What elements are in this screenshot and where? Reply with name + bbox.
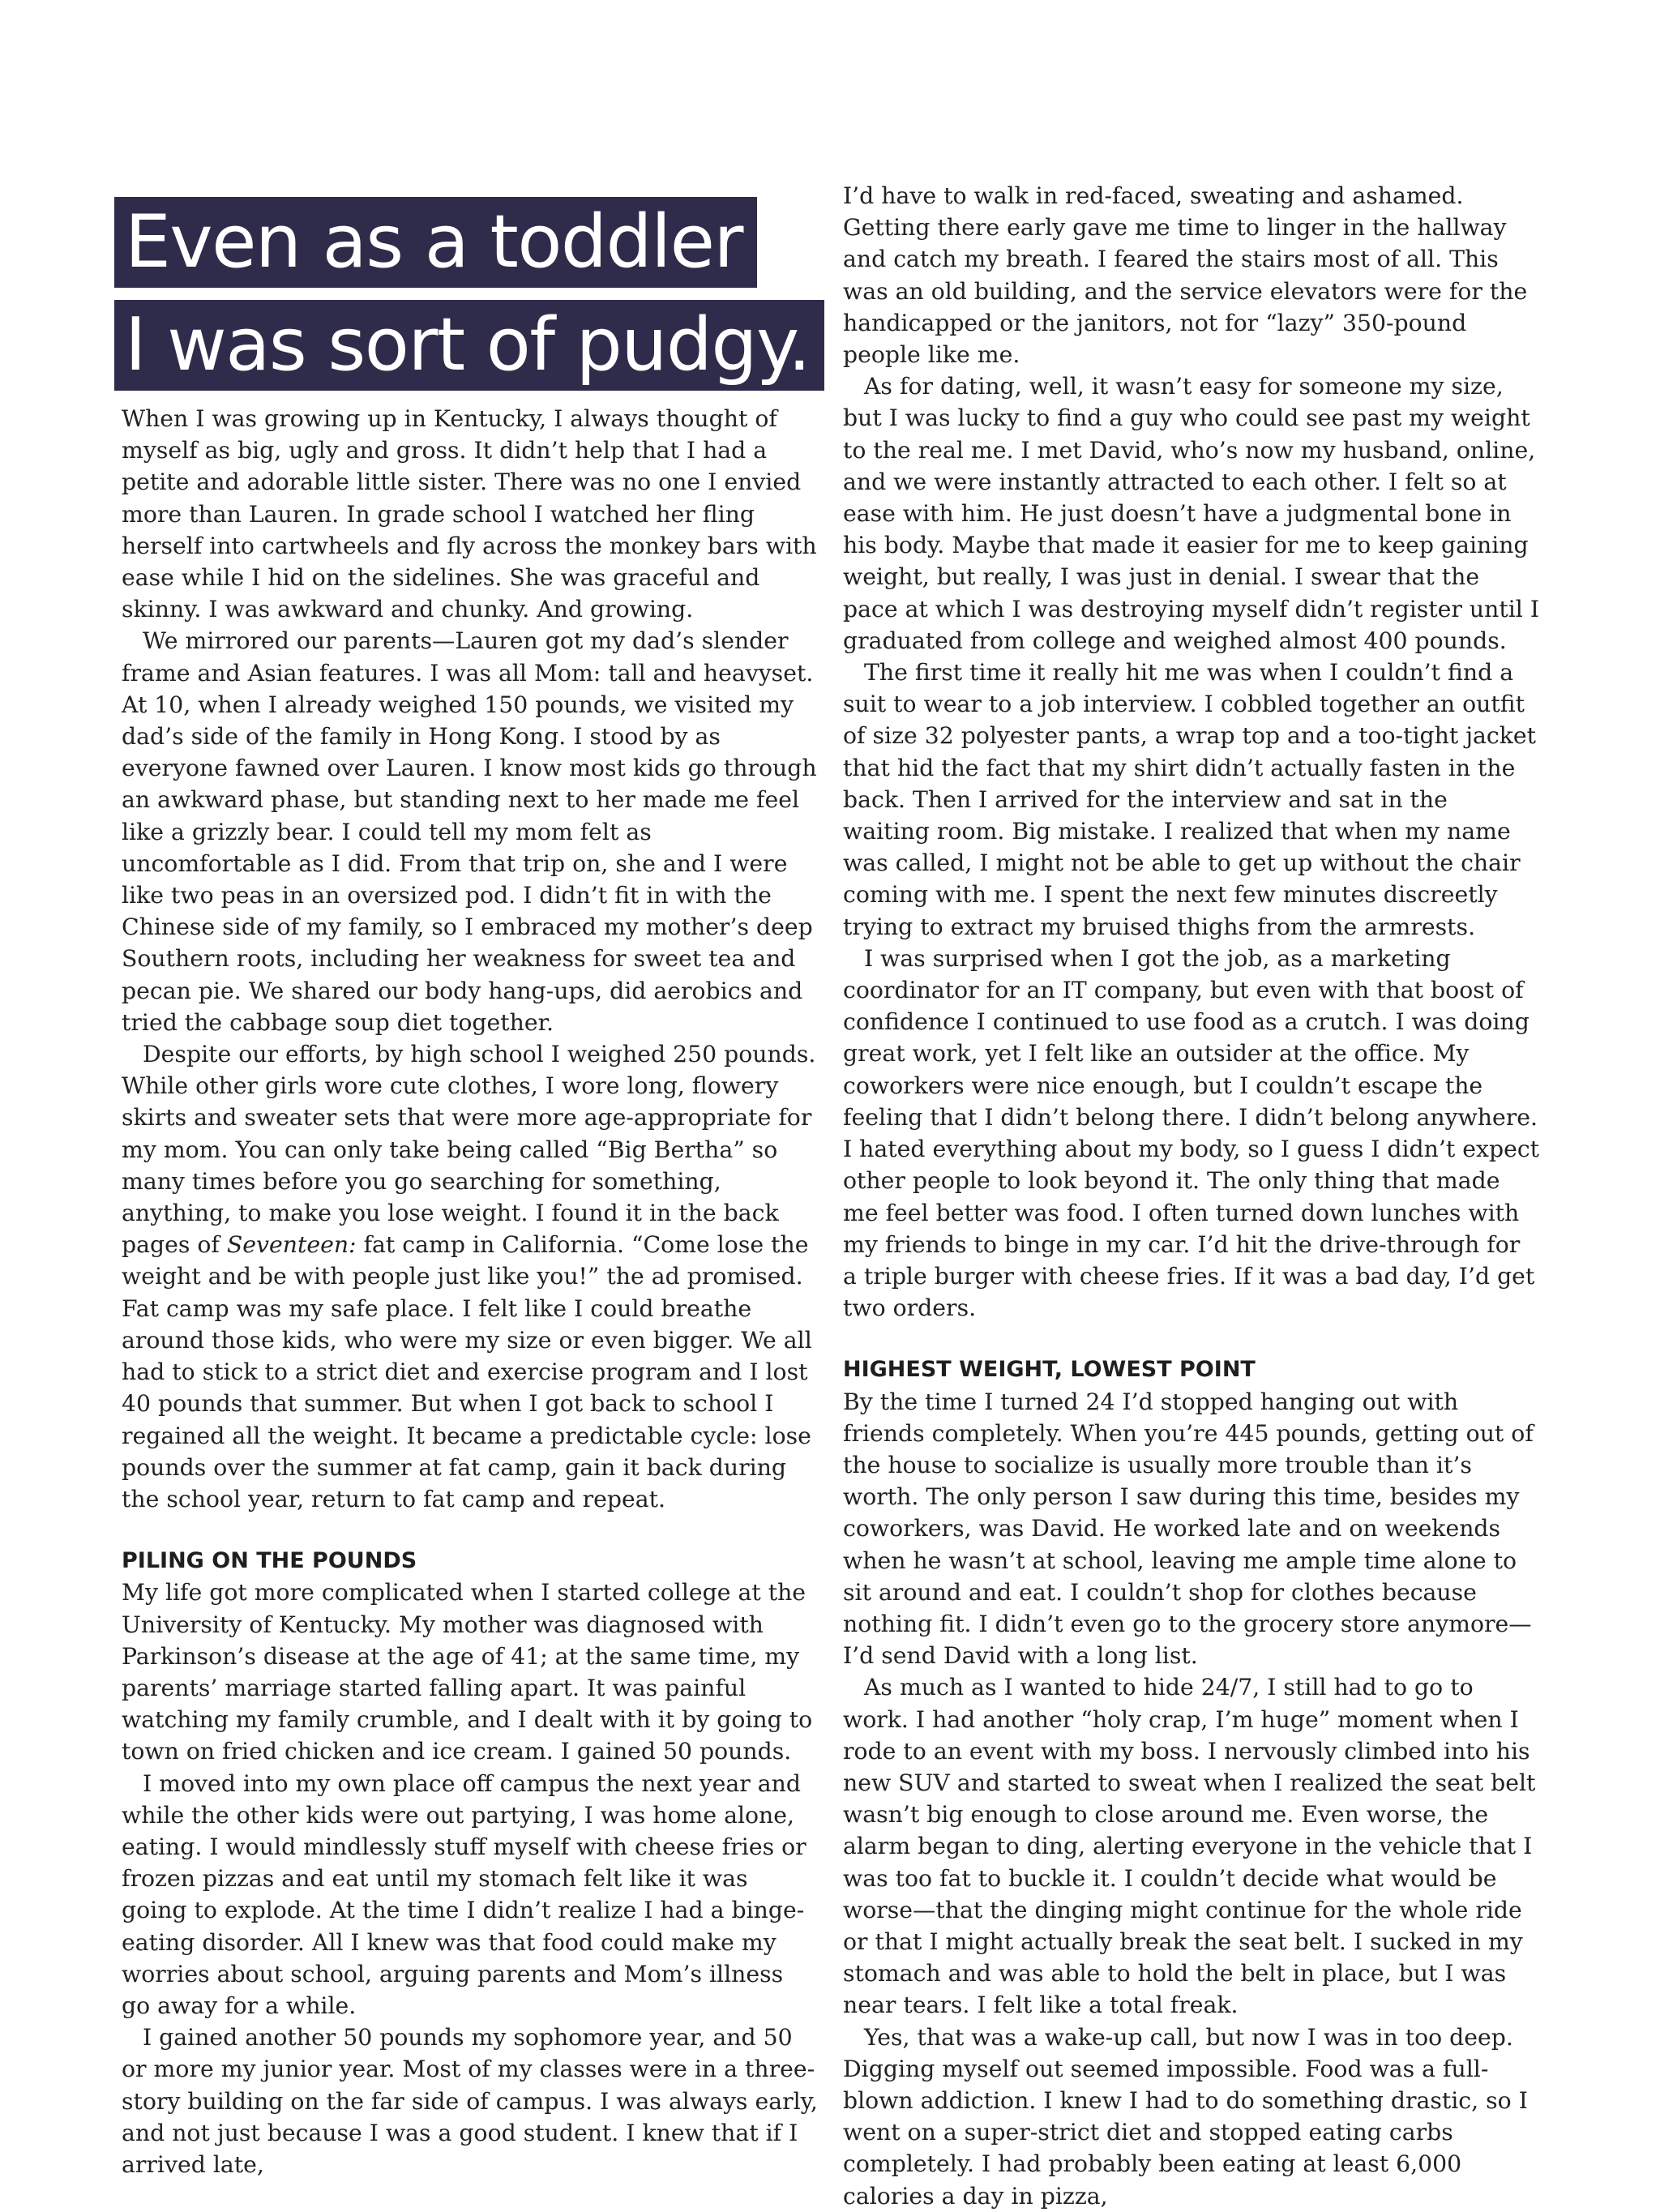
body-paragraph (122, 1038, 819, 1515)
headline-line-1: Even as a toddler (114, 197, 757, 288)
body-paragraph: I’d have to walk in red-faced, sweating and ashamed. Getting there early gave me time to linger in the hallway and catch my breath. I feared the stairs most of all. This was an old building, and the service elevators were for the handicapped or the janitors, not for “lazy” 350-pound people like me. (843, 182, 1528, 369)
body-paragraph: Yes, that was a wake-up call, but now I was in too deep. Digging myself out seemed impossible. Food was a full-blown addiction. I knew I had to do something drastic, so I went on a super-strict diet and stopped eating carbs completely. I had probably been eating at least 6,000 calories a day in pizza, (843, 2023, 1528, 2210)
right-column (843, 180, 1540, 2212)
body-paragraph: I moved into my own place off campus the next year and while the other kids were out partying, I was home alone, eating. I would mindlessly stuff myself with cheese fries or frozen pizzas and eat until my stomach felt like it was going to explode. At the time I didn’t realize I had a binge-eating disorder. All I knew was that food could make my worries about school, arguing parents and Mom’s illness go away for a while. (122, 1769, 806, 2019)
body-paragraph: My life got more complicated when I started college at the University of Kentucky. My mother was diagnosed with Parkinson’s disease at the age of 41; at the same time, my parents’ marriage started falling apart. It was painful watching my family crumble, and I dealt with it by going to town on fried chicken and ice cream. I gained 50 pounds. (122, 1579, 813, 1765)
text-run: Despite our efforts, by high school I weighed 250 pounds. While other girls wore cute clothes, I wore long, flowery skirts and sweater sets that were more age-appropriate for my mom. You can only take being called “Big Bertha” so many times before you go searching for something, anything, to make you lose weight. I found it in the back pages of (122, 1041, 816, 1259)
body-paragraph: When I was growing up in Kentucky, I always thought of myself as big, ugly and gross. It didn’t help that I had a petite and adorable little sister. There was no one I envied more than Lauren. In grade school I watched her fling herself into cartwheels and fly across the monkey bars with ease while I hid on the sidelines. She was graceful and skinny. I was awkward and chunky. And growing. (122, 405, 817, 623)
body-paragraph: As much as I wanted to hide 24/7, I still had to go to work. I had another “holy crap, I’m huge” moment when I rode to an event with my boss. I nervously climbed into his new SUV and started to sweat when I realized the seat belt wasn’t big enough to close around me. Even worse, the alarm began to ding, alerting everyone in the vehicle that I was too fat to buckle it. I couldn’t decide what would be worse—that the dinging might continue for the whole ride or that I might actually break the seat belt. I sucked in my stomach and was able to hold the belt in place, but I was near tears. I felt like a total freak. (843, 1674, 1536, 2019)
body-paragraph: The first time it really hit me was when I couldn’t find a suit to wear to a job interview. I cobbled together an outfit of size 32 polyester pants, a wrap top and a too-tight jacket that hid the fact that my shirt didn’t actually fasten in the back. Then I arrived for the interview and sat in the waiting room. Big mistake. I realized that when my name was called, I might not be able to get up without the chair coming with me. I spent the next few minutes discreetly trying to extract my bruised thighs from the armrests. (843, 659, 1536, 940)
headline-line-2: I was sort of pudgy. (114, 300, 824, 391)
body-paragraph: By the time I turned 24 I’d stopped hanging out with friends completely. When you’re 445 pounds, getting out of the house to socialize is usually more trouble than it’s worth. The only person I saw during this time, besides my coworkers, was David. He worked late and on weekends when he wasn’t at school, leaving me ample time alone to sit around and eat. I couldn’t shop for clothes because nothing fit. I didn’t even go to the grocery store anymore—I’d send David with a long list. (843, 1388, 1534, 1670)
body-paragraph: I was surprised when I got the job, as a marketing coordinator for an IT company, but even with that boost of confidence I continued to use food as a crutch. I was doing great work, yet I felt like an outsider at the office. My coworkers were nice enough, but I couldn’t escape the feeling that I didn’t belong there. I didn’t belong anywhere. I hated everything about my body, so I guess I didn’t expect other people to look beyond it. The only thing that made me feel better was food. I often turned down lunches with my friends to binge in my car. I’d hit the drive-through for a triple burger with cheese fries. If it was a bad day, I’d get two orders. (843, 944, 1540, 1322)
left-column (122, 403, 819, 2180)
section-heading: HIGHEST WEIGHT, LOWEST POINT (843, 1357, 1256, 1383)
body-paragraph: I gained another 50 pounds my sophomore year, and 50 or more my junior year. Most of my classes were in a three-story building on the far side of campus. I was always early, and not just because I was a good student. I knew that if I arrived late, (122, 2024, 818, 2178)
body-paragraph: As for dating, well, it wasn’t easy for someone my size, but I was lucky to find a guy who could see past my weight to the real me. I met David, who’s now my husband, online, and we were instantly attracted to each other. I felt so at ease with him. He just doesn’t have a judgmental bone in his body. Maybe that made it easier for me to keep gaining weight, but really, I was just in denial. I swear that the pace at which I was destroying myself didn’t register until I graduated from college and weighed almost 400 pounds. (843, 373, 1539, 654)
body-paragraph: We mirrored our parents—Lauren got my dad’s slender frame and Asian features. I was all Mom: tall and heavyset. At 10, when I already weighed 150 pounds, we visited my dad’s side of the family in Hong Kong. I stood by as everyone fawned over Lauren. I know most kids go through an awkward phase, but standing next to her made me feel like a grizzly bear. I could tell my mom felt as uncomfortable as I did. From that trip on, she and I were like two peas in an oversized pod. I didn’t fit in with the Chinese side of my family, so I embraced my mother’s deep Southern roots, including her weakness for sweet tea and pecan pie. We shared our body hang-ups, did aerobics and tried the cabbage soup diet together. (122, 627, 817, 1036)
magazine-title: Seventeen: (226, 1231, 357, 1259)
section-heading: PILING ON THE POUNDS (122, 1548, 417, 1574)
text-run: fat camp in California. “Come lose the weight and be with people just like you!” the ad promised. Fat camp was my safe place. I felt like I could breathe around those kids, who were my size or even bigger. We all had to stick to a strict diet and exercise program and I lost 40 pounds that summer. But when I got back to school I regained all the weight. It became a predictable cycle: lose pounds over the summer at fat camp, gain it back during the school year, return to fat camp and repeat. (122, 1231, 812, 1512)
